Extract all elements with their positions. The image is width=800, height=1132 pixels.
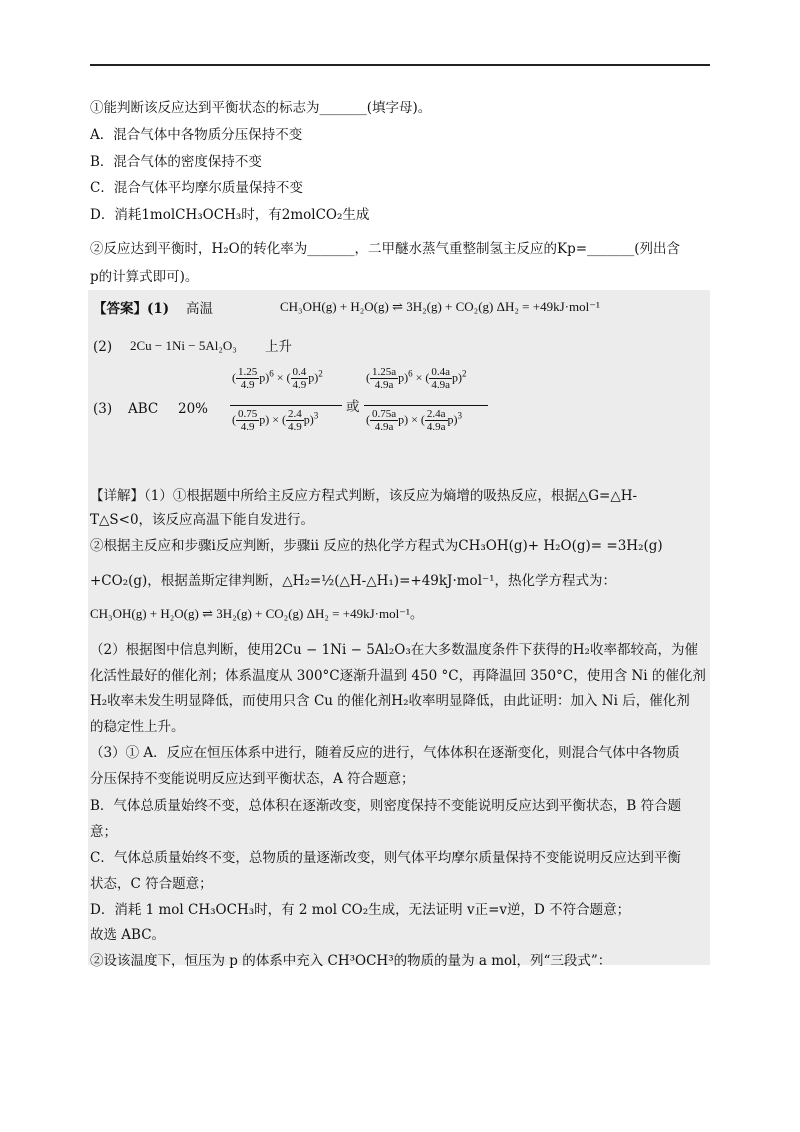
answer-3-percent: 20% bbox=[178, 401, 209, 417]
detail-line-15: 状态，C 符合题意； bbox=[90, 876, 213, 892]
detail-line-10: （3）① A．反应在恒压体系中进行，随着反应的进行，气体体积在逐渐变化，则混合气体中各物质 bbox=[90, 745, 680, 761]
answer-condition: 高温 bbox=[186, 301, 213, 317]
detail-line-6: （2）根据图中信息判断，使用2Cu − 1Ni − 5Al₂O₃在大多数温度条件下获得的H₂收率都较高，为催 bbox=[90, 642, 698, 658]
detail-line-4: +CO₂(g)，根据盖斯定律判断，△H₂=½(△H-△H₁)=+49kJ·mol⁻¹，热化学方程式为： bbox=[90, 573, 617, 589]
detail-line-2: T△S<0，该反应高温下能自发进行。 bbox=[90, 512, 315, 528]
detail-line-3: ②根据主反应和步骤ⅰ反应判断，步骤ⅱ 反应的热化学方程式为CH₃OH(g)+ H₂O(g)= =3H₂(g) bbox=[90, 538, 663, 554]
answer-2-catalyst: 2Cu − 1Ni − 5Al₂O₃ bbox=[130, 338, 237, 353]
detail-line-17: 故选 ABC。 bbox=[90, 927, 166, 943]
detail-line-16: D．消耗 1 mol CH₃OCH₃时，有 2 mol CO₂生成，无法证明 v正=v逆，D 不符合题意； bbox=[90, 902, 631, 918]
question-2-line-1: ②反应达到平衡时，H₂O的转化率为_______，二甲醚水蒸气重整制氢主反应的Kp=_______(列出含 bbox=[90, 241, 681, 257]
detail-line-14: C．气体总质量始终不变，总物质的量逐渐改变，则气体平均摩尔质量保持不变能说明反应达到平衡 bbox=[90, 850, 681, 866]
option-a: A．混合气体中各物质分压保持不变 bbox=[90, 127, 303, 143]
option-d: D．消耗1molCH₃OCH₃时，有2molCO₂生成 bbox=[90, 207, 370, 223]
detail-line-13: 意； bbox=[90, 824, 117, 840]
answer-equation-1: CH₃OH(g) + H₂O(g) ⇌ 3H₂(g) + CO₂(g) ΔH₂ = +49kJ·mol⁻¹ bbox=[280, 299, 600, 314]
detail-line-8: H₂收率未发生明显降低，而使用只含 Cu 的催化剂H₂收率明显降低，由此证明：加入 Ni 后，催化剂 bbox=[90, 693, 690, 709]
header-rule bbox=[90, 64, 710, 66]
detail-line-9: 的稳定性上升。 bbox=[90, 719, 185, 735]
option-c: C．混合气体平均摩尔质量保持不变 bbox=[90, 180, 303, 196]
detail-line-5: CH₃OH(g) + H₂O(g) ⇌ 3H₂(g) + CO₂(g) ΔH₂ = +49kJ·mol⁻¹。 bbox=[90, 606, 423, 621]
detail-line-1: 【详解】（1）①根据题中所给主反应方程式判断，该反应为熵增的吸热反应，根据△G=△H- bbox=[90, 488, 638, 504]
answer-3-choice: ABC bbox=[128, 401, 159, 417]
option-b: B．混合气体的密度保持不变 bbox=[90, 154, 262, 170]
question-intro: ①能判断该反应达到平衡状态的标志为_______(填字母)。 bbox=[90, 100, 432, 116]
detail-line-7: 化活性最好的催化剂；体系温度从 300°C逐渐升温到 450 °C，再降温回 350°C，使用含 Ni 的催化剂 bbox=[90, 668, 706, 684]
answer-3-label: (3) bbox=[93, 401, 113, 417]
kp-or: 或 bbox=[346, 399, 360, 415]
answer-2-label: (2) bbox=[93, 339, 113, 355]
detail-line-11: 分压保持不变能说明反应达到平衡状态，A 符合题意； bbox=[90, 771, 415, 787]
answer-label: 【答案】(1) bbox=[93, 301, 170, 317]
question-2-line-2: p的计算式即可)。 bbox=[90, 269, 199, 285]
detail-line-12: B．气体总质量始终不变，总体积在逐渐改变，则密度保持不变能说明反应达到平衡状态，B 符合题 bbox=[90, 798, 682, 814]
answer-2-trend: 上升 bbox=[265, 339, 292, 355]
detail-line-18: ②设该温度下，恒压为 p 的体系中充入 CH³OCH³的物质的量为 a mol，列“三段式”： bbox=[90, 953, 612, 969]
